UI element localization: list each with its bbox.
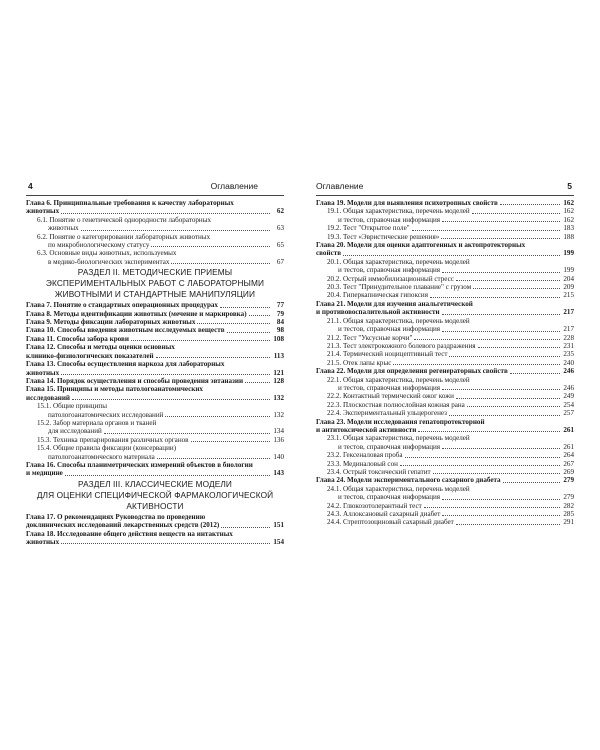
entry-title: 21.3. Тест электрокожного болевого раздражения [327, 341, 476, 350]
entry-page-number: 217 [563, 308, 574, 317]
toc-subsection-entry[interactable] [316, 518, 574, 526]
entry-title: 19.3. Тест «Эвристические решения» [327, 232, 440, 241]
dot-leader [442, 221, 560, 222]
toc-subsection-entry[interactable] [26, 241, 284, 249]
toc-subsection-entry[interactable] [26, 216, 284, 224]
entry-title: и тестов, справочная информация [338, 266, 441, 275]
entry-page-number: 285 [563, 510, 574, 519]
entry-title: Глава 21. Модели для изучения анальгетической [316, 299, 473, 308]
dot-leader [503, 482, 560, 483]
entry-title: свойств [316, 249, 342, 258]
entry-title: 21.2. Тест "Уксусные корчи" [327, 333, 413, 342]
entry-title: Глава 7. Понятие о стандартных операционных процедурах [26, 301, 218, 310]
entry-title: 15.3. Техника препарирования различных органов [37, 435, 189, 444]
toc-subsection-entry[interactable] [26, 233, 284, 241]
toc-subsection-entry[interactable] [316, 384, 574, 392]
entry-page-number: 209 [563, 283, 574, 292]
toc-chapter-entry[interactable] [26, 352, 284, 360]
entry-page-number: 246 [563, 367, 574, 376]
toc-chapter-entry[interactable] [316, 426, 574, 434]
dot-leader [191, 441, 270, 442]
dot-leader [400, 465, 560, 466]
dot-leader [61, 213, 270, 214]
running-head-title: Оглавление [210, 181, 258, 191]
page-number: 5 [567, 181, 572, 191]
entry-page-number: 63 [276, 224, 284, 233]
entry-title: Глава 20. Модели для оценки адаптогенных и актопротекторных [316, 241, 526, 250]
entry-page-number: 269 [563, 468, 574, 476]
entry-page-number: 108 [273, 334, 284, 343]
toc-subsection-entry[interactable] [316, 502, 574, 510]
toc-subsection-entry[interactable] [316, 409, 574, 417]
section-heading: АКТИВНОСТИ [126, 500, 184, 511]
entry-page-number: 62 [276, 207, 284, 216]
toc-subsection-entry[interactable] [316, 233, 574, 241]
dot-leader [456, 524, 560, 525]
entry-title: 19.2. Тест "Открытое поле" [327, 224, 410, 233]
entry-page-number: 77 [276, 301, 284, 310]
dot-leader [343, 255, 560, 256]
entry-page-number: 121 [273, 368, 284, 377]
entry-title: Глава 9. Методы фиксации лабораторных животных [26, 318, 196, 327]
entry-title: и тестов, справочная информация [338, 215, 441, 224]
entry-title: животных [48, 224, 79, 233]
toc-list [26, 199, 284, 546]
entry-page-number: 98 [276, 326, 284, 335]
section-heading: РАЗДЕЛ II. МЕТОДИЧЕСКИЕ ПРИЕМЫ [77, 267, 233, 278]
entry-title: 23.1. Общая характеристика, перечень моделей [327, 434, 470, 443]
entry-page-number: 134 [273, 427, 284, 436]
entry-page-number: 79 [276, 309, 284, 318]
dot-leader [456, 398, 560, 399]
dot-leader [220, 307, 270, 308]
dot-leader [61, 374, 270, 375]
toc-subsection-entry[interactable] [316, 283, 574, 291]
dot-leader [151, 246, 270, 247]
dot-leader [414, 339, 560, 340]
entry-title: 22.1. Общая характеристика, перечень моделей [327, 375, 470, 384]
dot-leader [104, 433, 270, 434]
entry-title: клинико-физиологических показателей [26, 351, 154, 360]
dot-leader [442, 331, 560, 332]
dot-leader [221, 527, 270, 528]
entry-title: Глава 23. Модели исследования гепатопротекторной [316, 417, 485, 426]
dot-leader [227, 332, 270, 333]
entry-page-number: 113 [273, 351, 284, 360]
entry-page-number: 228 [563, 333, 574, 342]
entry-page-number: 264 [563, 451, 574, 460]
entry-title: Глава 11. Способы забора крови [26, 334, 129, 343]
toc-subsection-entry[interactable] [316, 224, 574, 232]
dot-leader [473, 288, 560, 289]
dot-leader [157, 458, 270, 459]
toc-list [316, 199, 574, 527]
toc-chapter-entry[interactable] [26, 207, 284, 215]
entry-page-number: 162 [563, 207, 574, 216]
entry-page-number: 291 [563, 518, 574, 527]
entry-title: 21.1. Общая характеристика, перечень моделей [327, 316, 470, 325]
entry-title: 23.4. Острый токсический гепатит [327, 468, 431, 476]
entry-title: Глава 8. Методы идентификации животных (мечение и маркировка) [26, 309, 247, 318]
entry-page-number: 257 [563, 409, 574, 418]
entry-page-number: 65 [276, 241, 284, 250]
toc-subsection-entry[interactable] [316, 266, 574, 274]
entry-page-number: 188 [563, 232, 574, 241]
dot-leader [472, 213, 560, 214]
entry-title: Глава 16. Способы планиметрических измерений объектов в биологии [26, 460, 253, 469]
dot-leader [500, 204, 560, 205]
entry-page-number: 231 [563, 341, 574, 350]
entry-title: 22.4. Экспериментальный ульцерогенез [327, 409, 447, 418]
entry-title: и тестов, справочная информация [338, 442, 441, 451]
entry-title: 21.4. Термический ноцицептивный тест [327, 350, 448, 359]
dot-leader [424, 507, 560, 508]
header-rule [316, 195, 574, 196]
toc-chapter-entry[interactable] [26, 318, 284, 326]
running-header [316, 181, 574, 193]
entry-title: и тестов, справочная информация [338, 383, 441, 392]
toc-subsection-entry[interactable] [26, 411, 284, 419]
entry-title: и антитоксической активности [316, 425, 417, 434]
entry-title: для исследований [48, 427, 102, 436]
toc-subsection-entry[interactable] [26, 402, 284, 410]
entry-page-number: 140 [273, 452, 284, 461]
entry-title: Глава 14. Порядок осуществления и способы проведения эвтаназии [26, 376, 244, 385]
entry-page-number: 67 [276, 257, 284, 266]
entry-title: Глава 12. Способы и методы оценки основных [26, 343, 175, 352]
entry-title: 15.4. Общие правила фиксации (консервации) [37, 444, 177, 453]
entry-title: Глава 22. Модели для определения регенераторных свойств [316, 367, 508, 376]
entry-page-number: 204 [563, 274, 574, 283]
entry-page-number: 261 [563, 425, 574, 434]
entry-title: 20.2. Острый иммобилизационный стресс [327, 274, 454, 283]
entry-title: Глава 15. Принципы и методы патологоанатомических [26, 385, 203, 394]
entry-page-number: 183 [563, 224, 574, 233]
toc-subsection-entry[interactable] [316, 392, 574, 400]
toc-chapter-entry[interactable] [26, 301, 284, 309]
toc-chapter-entry[interactable] [316, 249, 574, 257]
toc-chapter-entry[interactable] [26, 335, 284, 343]
entry-page-number: 249 [563, 392, 574, 401]
entry-page-number: 199 [563, 266, 574, 275]
entry-page-number: 246 [563, 383, 574, 392]
dot-leader [442, 272, 560, 273]
toc-chapter-entry[interactable] [26, 530, 284, 538]
toc-chapter-entry[interactable] [316, 241, 574, 249]
toc-chapter-entry[interactable] [26, 360, 284, 368]
toc-chapter-entry[interactable] [316, 308, 574, 316]
entry-page-number: 240 [563, 358, 574, 367]
entry-title: 24.4. Стрептозоциновый сахарный диабет [327, 518, 454, 527]
entry-title: 24.2. Глюкозотолерантный тест [327, 501, 422, 510]
dot-leader [449, 356, 560, 357]
toc-subsection-entry[interactable] [26, 249, 284, 257]
entry-title: и тестов, справочная информация [338, 493, 441, 502]
entry-page-number: 279 [563, 476, 574, 485]
toc-subsection-entry[interactable] [316, 443, 574, 451]
toc-chapter-entry[interactable] [316, 367, 574, 375]
toc-subsection-entry[interactable] [316, 291, 574, 299]
entry-title: 22.3. Плоскостная полнослойная кожная рана [327, 400, 465, 409]
toc-subsection-entry[interactable] [316, 451, 574, 459]
entry-title: Глава 19. Модели для выявления психотропных свойств [316, 199, 498, 207]
toc-chapter-entry[interactable] [316, 476, 574, 484]
toc-subsection-entry[interactable] [316, 493, 574, 501]
entry-page-number: 143 [273, 469, 284, 478]
dot-leader [442, 515, 560, 516]
section-heading: РАЗДЕЛ III. КЛАССИЧЕСКИЕ МОДЕЛИ [78, 478, 232, 489]
toc-chapter-entry[interactable] [26, 385, 284, 393]
toc-subsection-entry[interactable] [316, 434, 574, 442]
entry-title: 21.5. Отек лапы крыс [327, 358, 392, 367]
toc-chapter-entry[interactable] [26, 538, 284, 546]
entry-page-number: 151 [273, 521, 284, 530]
section-heading: ДЛЯ ОЦЕНКИ СПЕЦИФИЧЕСКОЙ ФАРМАКОЛОГИЧЕСКОЙ [36, 489, 274, 500]
toc-subsection-entry[interactable] [26, 427, 284, 435]
toc-chapter-entry[interactable] [26, 199, 284, 207]
entry-title: в медико-биологических экспериментах [48, 257, 170, 266]
toc-subsection-entry[interactable] [26, 419, 284, 427]
entry-page-number: 132 [273, 393, 284, 402]
toc-subsection-entry[interactable] [316, 342, 574, 350]
section-heading: ЖИВОТНЫМИ И СТАНДАРТНЫЕ МАНИПУЛЯЦИИ [54, 289, 256, 300]
entry-title: 6.1. Понятие о генетической однородности лабораторных [37, 215, 212, 224]
entry-title: 23.2. Гексеналовая проба [327, 451, 403, 460]
dot-leader [430, 297, 560, 298]
dot-leader [393, 364, 560, 365]
toc-subsection-entry[interactable] [316, 401, 574, 409]
entry-title: 20.3. Тест "Принудительное плавание" с грузом [327, 283, 472, 292]
page-number: 4 [28, 181, 33, 191]
dot-leader [418, 431, 560, 432]
entry-title: 20.4. Гиперкапническая гипоксия [327, 291, 428, 300]
entry-title: патологоанатомических исследований [48, 410, 164, 419]
entry-page-number: 162 [563, 199, 574, 207]
toc-subsection-entry[interactable] [316, 325, 574, 333]
dot-leader [405, 457, 560, 458]
dot-leader [65, 475, 270, 476]
dot-leader [249, 315, 270, 316]
header-rule [26, 195, 284, 196]
toc-subsection-entry[interactable] [316, 207, 574, 215]
entry-title: и тестов, справочная информация [338, 325, 441, 334]
toc-chapter-entry[interactable] [26, 369, 284, 377]
toc-chapter-entry[interactable] [26, 377, 284, 385]
dot-leader [197, 323, 270, 324]
entry-page-number: 154 [273, 538, 284, 546]
entry-title: 24.1. Общая характеристика, перечень моделей [327, 484, 470, 493]
dot-leader [131, 340, 270, 341]
entry-title: доклинических исследований лекарственных средств (2012) [26, 521, 220, 530]
entry-title: патологоанатомического материала [48, 452, 155, 461]
entry-page-number: 84 [276, 318, 284, 327]
entry-title: 23.3. Мединаловый сон [327, 459, 398, 468]
entry-title: и противовоспалительной активности [316, 308, 440, 317]
toc-chapter-entry[interactable] [26, 326, 284, 334]
entry-title: животных [26, 538, 60, 546]
entry-title: 6.2. Понятие о категорировании лабораторных животных [37, 232, 211, 241]
entry-page-number: 254 [563, 400, 574, 409]
toc-subsection-entry[interactable] [26, 224, 284, 232]
dot-leader [442, 499, 560, 500]
entry-page-number: 261 [563, 442, 574, 451]
entry-page-number: 132 [273, 410, 284, 419]
toc-chapter-entry[interactable] [26, 310, 284, 318]
toc-chapter-entry[interactable] [26, 394, 284, 402]
dot-leader [442, 448, 560, 449]
dot-leader [171, 263, 270, 264]
dot-leader [449, 415, 560, 416]
toc-subsection-entry[interactable] [26, 258, 284, 266]
entry-page-number: 217 [563, 325, 574, 334]
entry-title: животных [26, 207, 60, 216]
toc-subsection-entry[interactable] [26, 444, 284, 452]
toc-subsection-entry[interactable] [316, 317, 574, 325]
dot-leader [478, 347, 561, 348]
entry-title: 15.2. Забор материала органов и тканей [37, 418, 157, 427]
entry-title: 6.3. Основные виды животных, используемых [37, 249, 177, 258]
entry-page-number: 128 [273, 376, 284, 385]
entry-page-number: 235 [563, 350, 574, 359]
toc-chapter-entry[interactable] [26, 513, 284, 521]
dot-leader [442, 314, 560, 315]
right-page [316, 181, 574, 527]
toc-chapter-entry[interactable] [26, 461, 284, 469]
toc-subsection-entry[interactable] [316, 460, 574, 468]
dot-leader [412, 230, 560, 231]
toc-chapter-entry[interactable] [26, 343, 284, 351]
section-heading: ЭКСПЕРИМЕНТАЛЬНЫХ РАБОТ С ЛАБОРАТОРНЫМИ [45, 278, 265, 289]
entry-page-number: 199 [563, 249, 574, 258]
entry-title: по микробиологическому статусу [48, 241, 150, 250]
entry-title: 19.1. Общая характеристика, перечень моделей [327, 207, 470, 216]
entry-title: 20.1. Общая характеристика, перечень моделей [327, 257, 470, 266]
running-header [26, 181, 284, 193]
entry-page-number: 136 [273, 435, 284, 444]
dot-leader [441, 238, 560, 239]
toc-chapter-entry[interactable] [316, 300, 574, 308]
toc-chapter-entry[interactable] [26, 521, 284, 529]
entry-title: Глава 6. Принципиальные требования к качеству лабораторных [26, 199, 234, 207]
toc-chapter-entry[interactable] [316, 418, 574, 426]
entry-title: 15.1. Общие принципы [37, 402, 107, 411]
entry-title: Глава 17. О рекомендациях Руководства по проведению [26, 512, 206, 521]
entry-page-number: 215 [563, 291, 574, 300]
toc-subsection-entry[interactable] [316, 258, 574, 266]
toc-subsection-entry[interactable] [316, 334, 574, 342]
toc-subsection-entry[interactable] [316, 468, 574, 476]
toc-subsection-entry[interactable] [316, 376, 574, 384]
toc-subsection-entry[interactable] [316, 359, 574, 367]
dot-leader [165, 416, 270, 417]
entry-title: Глава 24. Модели экспериментального сахарного диабета [316, 476, 501, 485]
toc-subsection-entry[interactable] [316, 485, 574, 493]
toc-chapter-entry[interactable] [26, 469, 284, 477]
toc-subsection-entry[interactable] [316, 350, 574, 358]
entry-title: Глава 18. Исследование общего действия веществ на интактных [26, 529, 233, 538]
dot-leader [81, 230, 270, 231]
dot-leader [456, 280, 560, 281]
dot-leader [442, 389, 560, 390]
dot-leader [245, 382, 270, 383]
dot-leader [156, 357, 270, 358]
toc-subsection-entry[interactable] [26, 436, 284, 444]
dot-leader [467, 406, 560, 407]
entry-title: исследований [26, 393, 71, 402]
toc-subsection-entry[interactable] [316, 216, 574, 224]
dot-leader [72, 399, 270, 400]
entry-title: Глава 13. Способы осуществления наркоза для лабораторных [26, 360, 225, 369]
entry-page-number: 279 [563, 493, 574, 502]
entry-page-number: 282 [563, 501, 574, 510]
dot-leader [61, 543, 270, 544]
toc-subsection-entry[interactable] [316, 275, 574, 283]
entry-page-number: 267 [563, 459, 574, 468]
entry-title: животных [26, 368, 60, 377]
toc-subsection-entry[interactable] [316, 510, 574, 518]
entry-title: и медицине [26, 469, 63, 478]
entry-page-number: 162 [563, 215, 574, 224]
left-page [26, 181, 284, 546]
dot-leader [433, 473, 560, 474]
toc-chapter-entry[interactable] [316, 199, 574, 207]
entry-title: Глава 10. Способы введения животным исследуемых веществ [26, 326, 225, 335]
entry-title: 24.3. Аллоксановый сахарный диабет [327, 510, 441, 519]
toc-subsection-entry[interactable] [26, 453, 284, 461]
entry-title: 22.2. Контактный термический ожог кожи [327, 392, 454, 401]
dot-leader [510, 373, 560, 374]
running-head-title: Оглавление [316, 181, 364, 191]
